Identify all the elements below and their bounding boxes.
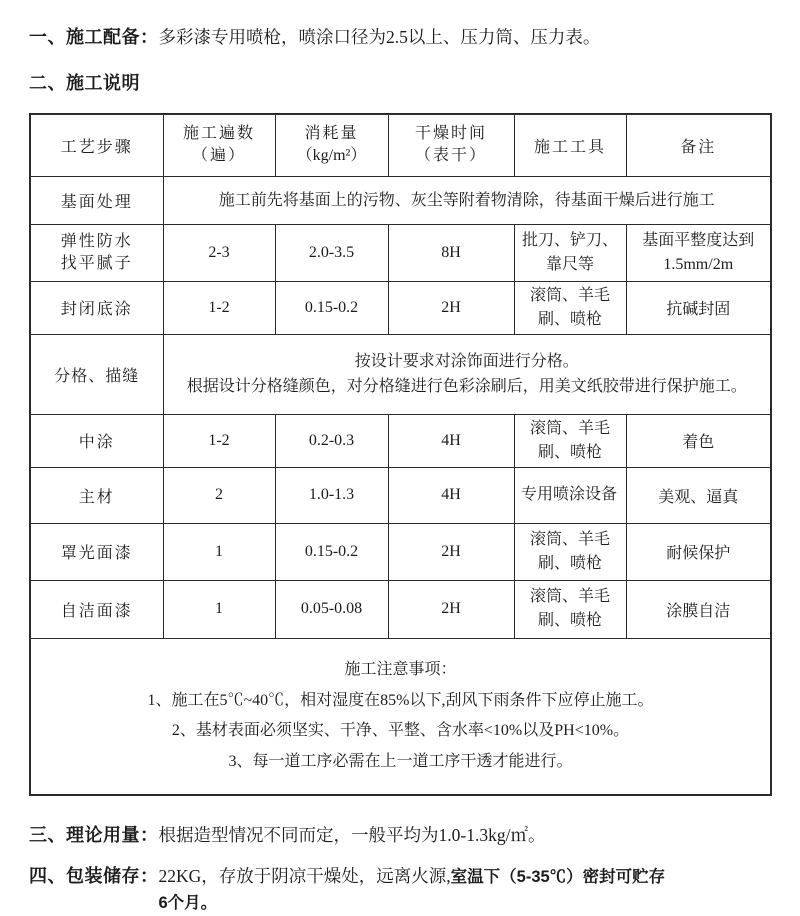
table-row-selfclean-topcoat	[30, 580, 771, 638]
table-row-sealing-primer	[30, 281, 771, 334]
cell-consumption: 2.0-3.5	[275, 224, 388, 281]
cell-consumption: 0.2-0.3	[275, 414, 388, 467]
cell-tools: 专用喷涂设备	[514, 467, 626, 523]
cell-remark: 美观、逼真	[626, 467, 771, 523]
cell-passes: 1-2	[163, 414, 275, 467]
notes-item-1: 1、施工在5℃~40℃，相对湿度在85%以下,刮风下雨条件下应停止施工。	[147, 691, 654, 709]
cell-consumption: 0.05-0.08	[275, 580, 388, 638]
section-theoretical-usage-label: 三、理论用量：	[29, 825, 159, 845]
cell-tools: 批刀、铲刀、靠尺等	[514, 224, 626, 281]
cell-passes: 1	[163, 580, 275, 638]
cell-tools: 滚筒、羊毛刷、喷枪	[514, 281, 626, 334]
cell-consumption: 1.0-1.3	[275, 467, 388, 523]
cell-description: 按设计要求对涂饰面进行分格。 根据设计分格缝颜色，对分格缝进行色彩涂刷后，用美文纸胶带进行保护施工。	[163, 334, 771, 414]
section-packaging-storage-label: 四、包装储存：	[29, 866, 159, 886]
storage-text-normal: 22KG，存放于阴凉干燥处，远离火源,	[158, 866, 451, 886]
cell-step: 中涂	[30, 414, 163, 467]
storage-text-emphasis: 室温下（5-35℃）密封可贮存	[450, 868, 666, 886]
cell-step: 罩光面漆	[30, 523, 163, 580]
storage-text-line2: 6个月。	[158, 894, 218, 912]
table-row-grooving	[30, 334, 771, 414]
header-passes: 施工遍数 （遍）	[163, 114, 275, 176]
cell-consumption: 0.15-0.2	[275, 523, 388, 580]
section-equipment	[29, 24, 770, 50]
section-instructions-label: 二、施工说明	[29, 73, 140, 93]
cell-step: 封闭底涂	[30, 281, 163, 334]
cell-drytime: 4H	[388, 467, 514, 523]
table-row-base-treatment	[30, 176, 771, 224]
cell-drytime: 2H	[388, 580, 514, 638]
cell-step: 分格、描缝	[30, 334, 163, 414]
cell-passes: 2-3	[163, 224, 275, 281]
cell-remark: 基面平整度达到1.5mm/2m	[626, 224, 771, 281]
construction-notes	[30, 638, 771, 795]
table-row-elastic-putty	[30, 224, 771, 281]
header-step: 工艺步骤	[30, 114, 163, 176]
cell-step: 自洁面漆	[30, 580, 163, 638]
section-packaging-storage-text	[159, 863, 666, 916]
cell-drytime: 2H	[388, 281, 514, 334]
section-theoretical-usage	[29, 822, 770, 848]
header-consumption: 消耗量 （kg/m²）	[275, 114, 388, 176]
section-equipment-text: 多彩漆专用喷枪，喷涂口径为2.5以上、压力筒、压力表。	[158, 27, 601, 47]
construction-spec-table	[29, 113, 772, 796]
table-row-gloss-topcoat	[30, 523, 771, 580]
table-header-row	[30, 114, 771, 176]
notes-title: 施工注意事项：	[344, 661, 457, 679]
cell-consumption: 0.15-0.2	[275, 281, 388, 334]
cell-remark: 抗碱封固	[626, 281, 771, 334]
cell-passes: 1-2	[163, 281, 275, 334]
cell-remark: 涂膜自洁	[626, 580, 771, 638]
section-theoretical-usage-text: 根据造型情况不同而定，一般平均为1.0-1.3kg/㎡。	[158, 825, 546, 845]
cell-passes: 1	[163, 523, 275, 580]
header-tools: 施工工具	[514, 114, 626, 176]
cell-step: 基面处理	[30, 176, 163, 224]
cell-remark: 着色	[626, 414, 771, 467]
cell-tools: 滚筒、羊毛刷、喷枪	[514, 523, 626, 580]
table-row-mid-coat	[30, 414, 771, 467]
cell-passes: 2	[163, 467, 275, 523]
notes-item-2: 2、基材表面必须坚实、干净、平整、含水率<10%以及PH<10%。	[171, 722, 630, 740]
cell-description: 施工前先将基面上的污物、灰尘等附着物清除，待基面干燥后进行施工	[163, 176, 771, 224]
notes-item-3: 3、每一道工序必需在上一道工序干透才能进行。	[228, 752, 573, 770]
cell-remark: 耐候保护	[626, 523, 771, 580]
header-remark: 备注	[626, 114, 771, 176]
cell-drytime: 8H	[388, 224, 514, 281]
section-equipment-label: 一、施工配备：	[29, 27, 159, 47]
cell-tools: 滚筒、羊毛刷、喷枪	[514, 580, 626, 638]
cell-step: 主材	[30, 467, 163, 523]
cell-drytime: 4H	[388, 414, 514, 467]
table-row-notes	[30, 638, 771, 795]
header-drytime: 干燥时间 （表干）	[388, 114, 514, 176]
cell-tools: 滚筒、羊毛刷、喷枪	[514, 414, 626, 467]
section-packaging-storage	[29, 863, 770, 916]
cell-step: 弹性防水 找平腻子	[30, 224, 163, 281]
table-row-main-material	[30, 467, 771, 523]
cell-drytime: 2H	[388, 523, 514, 580]
section-instructions	[29, 70, 770, 96]
